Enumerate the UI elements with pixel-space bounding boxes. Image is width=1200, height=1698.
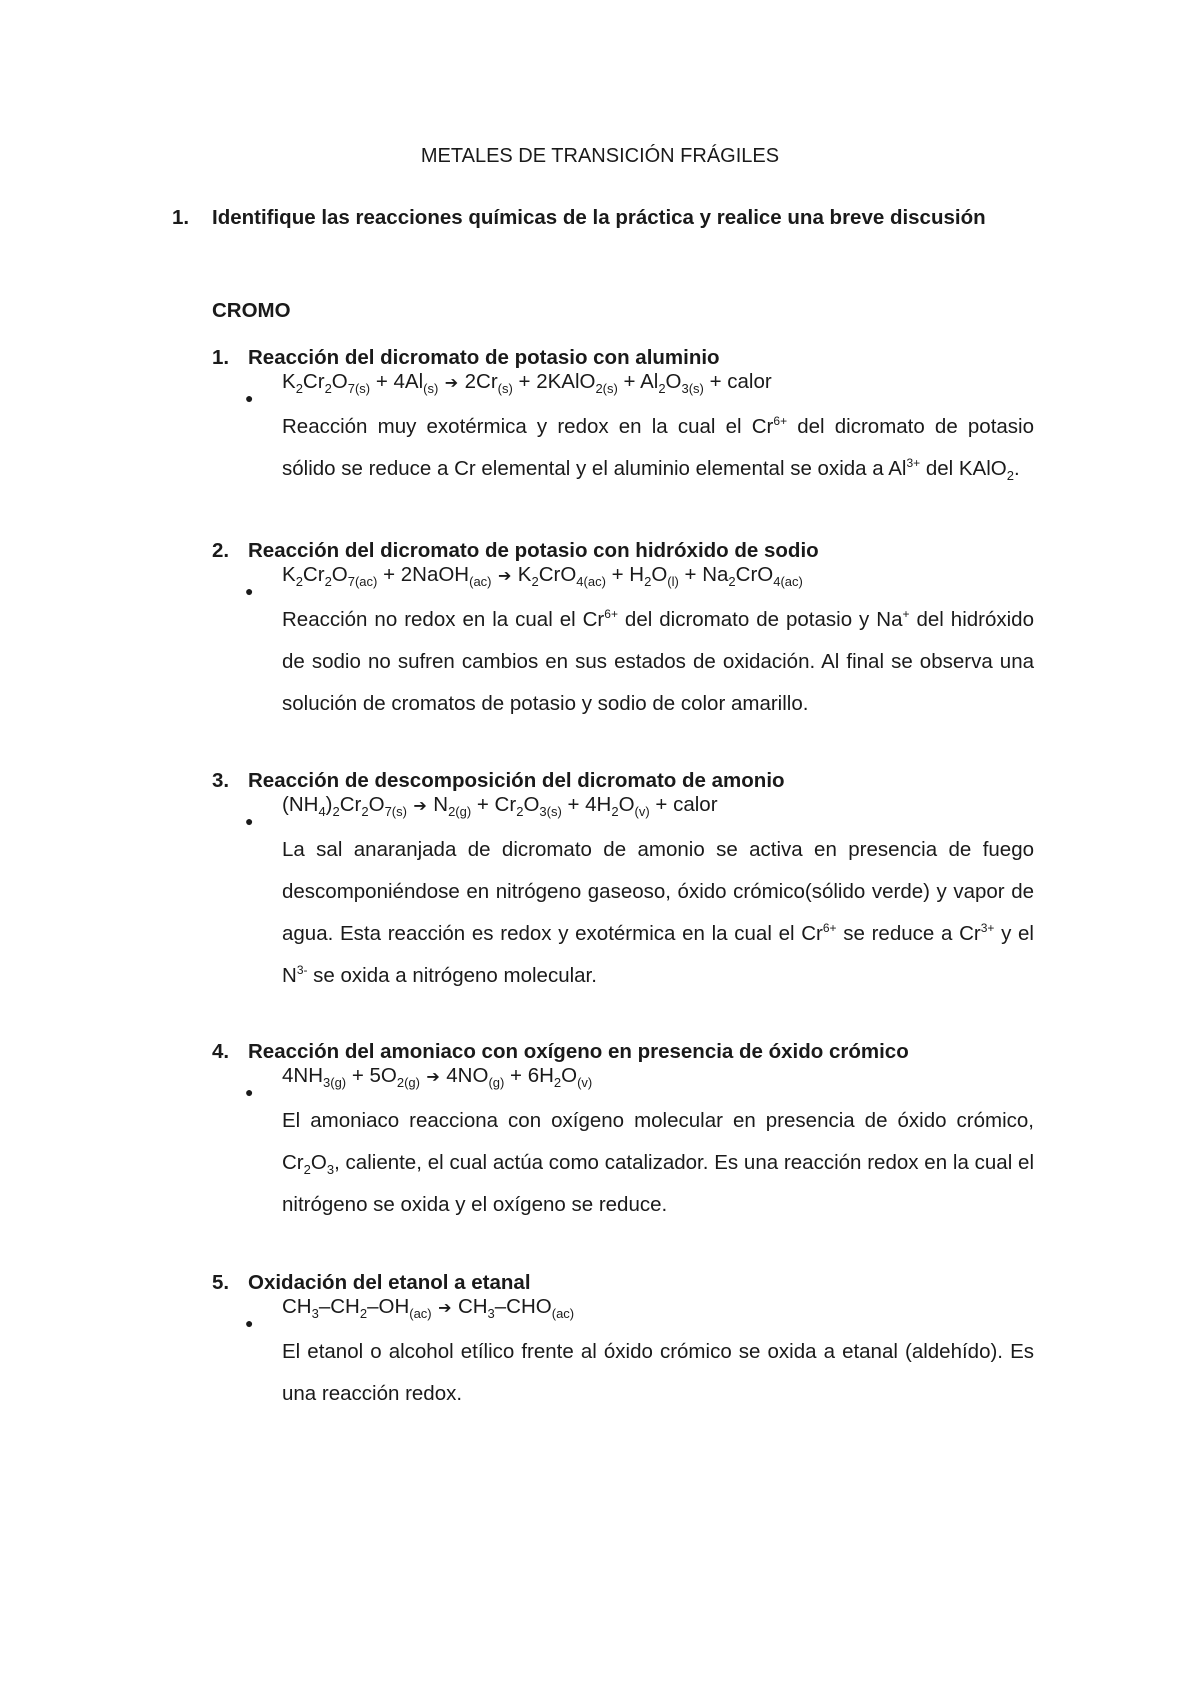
formula-subscript: 2 <box>361 804 369 819</box>
description-text: O <box>310 1151 327 1174</box>
formula-text: + 2NaOH <box>383 563 470 586</box>
formula-text: CrO <box>538 563 577 586</box>
formula-text: + 5O <box>351 1064 397 1087</box>
formula-text: Cr <box>339 793 362 816</box>
formula-subscript: (v) <box>634 804 650 819</box>
formula-subscript: 2 <box>553 1075 562 1090</box>
charge-superscript: 6+ <box>822 921 837 935</box>
bullet-icon: ● <box>245 1084 254 1100</box>
charge-superscript: 6+ <box>773 414 788 428</box>
formula-text: K <box>282 563 296 586</box>
charge-superscript: 3+ <box>980 921 995 935</box>
heading-number: 5. <box>212 1271 230 1294</box>
formula-text: 4NO <box>446 1064 489 1087</box>
formula-text: + 2KAlO <box>518 370 596 393</box>
formula-subscript: 4(ac) <box>773 574 803 589</box>
formula-subscript: 7(s) <box>347 381 371 396</box>
formula-text: CH <box>282 1295 312 1318</box>
description-text: y el N <box>282 922 1034 987</box>
formula-text: O <box>331 370 348 393</box>
formula-subscript: 2 <box>295 574 303 589</box>
charge-superscript: 6+ <box>604 607 618 621</box>
formula-subscript: 4 <box>318 804 326 819</box>
heading-text: Reacción del dicromato de potasio con hidróxido de sodio <box>248 539 819 562</box>
description-text: La sal anaranjada de dicromato de amonio se activa en presencia de fuego descomponiéndose en nitrógeno gaseoso, óxido crómico(sólido verde) y vapor de agua. Esta reacción es redox y exotérmica en la cual el Cr <box>282 838 1034 945</box>
formula-text: + Al <box>623 370 659 393</box>
heading-number: 3. <box>212 769 230 792</box>
formula-subscript: 2 <box>359 1306 368 1321</box>
formula-subscript: 2 <box>644 574 652 589</box>
formula-text: 4NH <box>282 1064 324 1087</box>
formula-subscript: (s) <box>497 381 513 396</box>
formula-subscript: 2 <box>658 381 666 396</box>
formula-subscript: 2 <box>332 804 340 819</box>
formula-text: K <box>282 370 296 393</box>
description-text: , caliente, el cual actúa como catalizador. Es una reacción redox en la cual el nitrógeno se oxida y el oxígeno se reduce. <box>282 1151 1034 1216</box>
description-text: se reduce a Cr <box>836 922 981 945</box>
formula-subscript: (g) <box>488 1075 505 1090</box>
heading-number: 1. <box>212 346 230 369</box>
formula-subscript: 3(s) <box>681 381 704 396</box>
formula-subscript: 2 <box>1006 468 1014 483</box>
formula-subscript: 3 <box>487 1306 495 1321</box>
bullet-icon: ● <box>245 1315 254 1331</box>
description-text: del dicromato de potasio y Na <box>617 608 903 631</box>
formula-subscript: (s) <box>423 381 439 396</box>
reaction-arrow-icon: ➔ <box>433 1300 456 1317</box>
formula-subscript: 2 <box>324 574 332 589</box>
page-title: METALES DE TRANSICIÓN FRÁGILES <box>420 145 780 167</box>
description-text: Reacción muy exotérmica y redox en la cual el Cr <box>282 415 774 438</box>
description-text: Reacción no redox en la cual el Cr <box>282 608 605 631</box>
reaction-description <box>282 829 1034 997</box>
heading-number: 2. <box>212 539 230 562</box>
formula-text: (NH <box>282 793 319 816</box>
description-text: del KAlO <box>920 457 1007 480</box>
reaction-arrow-icon: ➔ <box>440 375 463 392</box>
formula-subscript: (v) <box>577 1075 593 1090</box>
question-number: 1. <box>172 206 190 229</box>
formula-text: + calor <box>709 370 772 393</box>
formula-text: O <box>523 793 540 816</box>
formula-subscript: 2 <box>531 574 539 589</box>
chemical-equation <box>282 561 803 591</box>
bullet-icon: ● <box>245 390 254 406</box>
formula-subscript: 2 <box>303 1162 311 1177</box>
chemical-equation <box>282 791 718 821</box>
formula-subscript: 7(ac) <box>347 574 378 589</box>
reaction-arrow-icon: ➔ <box>421 1069 445 1086</box>
question-1 <box>172 197 1030 239</box>
reaction-arrow-icon: ➔ <box>408 798 432 815</box>
formula-subscript: (l) <box>667 574 679 589</box>
description-text: se oxida a nitrógeno molecular. <box>307 964 597 987</box>
charge-superscript: + <box>902 607 910 621</box>
formula-text: + calor <box>655 793 718 816</box>
formula-text: K <box>517 563 532 586</box>
reaction-description <box>282 1100 1034 1226</box>
formula-subscript: (ac) <box>409 1306 432 1321</box>
formula-subscript: (ac) <box>469 574 492 589</box>
formula-text: O <box>651 563 668 586</box>
reaction-arrow-icon: ➔ <box>493 568 516 585</box>
formula-text: –OH <box>367 1295 410 1318</box>
formula-text: 2Cr <box>464 370 498 393</box>
formula-subscript: 2(g) <box>448 804 472 819</box>
chemical-equation <box>282 1293 574 1323</box>
formula-text: O <box>561 1064 578 1087</box>
heading-number: 4. <box>212 1040 230 1063</box>
formula-text: + 4H <box>567 793 612 816</box>
formula-subscript: 2 <box>295 381 303 396</box>
heading-text: Oxidación del etanol a etanal <box>248 1271 531 1294</box>
question-text: Identifique las reacciones químicas de la práctica y realice una breve discusión <box>212 206 986 229</box>
charge-superscript: 3+ <box>906 456 921 470</box>
formula-text: CrO <box>735 563 774 586</box>
formula-text: O <box>368 793 385 816</box>
formula-subscript: 4(ac) <box>576 574 606 589</box>
formula-text: + 4Al <box>375 370 424 393</box>
formula-text: Cr <box>302 563 325 586</box>
section-title: CROMO <box>212 299 291 322</box>
formula-subscript: 2 <box>728 574 736 589</box>
formula-text: ) <box>325 793 333 816</box>
formula-text: –CH <box>318 1295 360 1318</box>
formula-text: + Na <box>684 563 729 586</box>
formula-subscript: 7(s) <box>384 804 407 819</box>
formula-text: CH <box>457 1295 488 1318</box>
formula-subscript: 3 <box>326 1162 335 1177</box>
reaction-description <box>282 599 1034 725</box>
formula-subscript: 2(s) <box>595 381 618 396</box>
reaction-description <box>282 1331 1034 1415</box>
chemical-equation <box>282 368 772 398</box>
formula-subscript: 2 <box>516 804 524 819</box>
formula-subscript: 3(s) <box>539 804 562 819</box>
bullet-icon: ● <box>245 583 254 599</box>
description-text: del dicromato de potasio sólido se reduce a Cr elemental y el aluminio elemental se oxida a Al <box>282 415 1034 480</box>
description-text: El amoniaco reacciona con oxígeno molecular en presencia de óxido crómico, Cr <box>282 1109 1034 1174</box>
heading-text: Reacción de descomposición del dicromato de amonio <box>248 769 785 792</box>
formula-text: + 6H <box>510 1064 554 1087</box>
description-text: . <box>1013 457 1020 480</box>
heading-text: Reacción del amoniaco con oxígeno en presencia de óxido crómico <box>248 1040 909 1063</box>
formula-text: + H <box>611 563 645 586</box>
formula-subscript: 2(g) <box>396 1075 420 1090</box>
formula-text: + Cr <box>476 793 517 816</box>
reaction-description <box>282 406 1034 490</box>
formula-subscript: (ac) <box>551 1306 575 1321</box>
charge-superscript: 3- <box>296 963 308 977</box>
heading-text: Reacción del dicromato de potasio con aluminio <box>248 346 720 369</box>
formula-text: –CHO <box>494 1295 552 1318</box>
chemical-equation <box>282 1062 592 1092</box>
formula-subscript: 2 <box>324 381 332 396</box>
formula-subscript: 3 <box>311 1306 319 1321</box>
formula-text: N <box>433 793 449 816</box>
description-text: del hidróxido de sodio no sufren cambios en sus estados de oxidación. Al final se observa una solución de cromatos de potasio y sodio de color amarillo. <box>282 608 1034 715</box>
formula-text: Cr <box>302 370 325 393</box>
bullet-icon: ● <box>245 813 254 829</box>
description-text: El etanol o alcohol etílico frente al óxido crómico se oxida a etanal (aldehído). Es una reacción redox. <box>282 1340 1034 1405</box>
formula-text: O <box>618 793 635 816</box>
formula-text: O <box>665 370 682 393</box>
formula-subscript: 2 <box>611 804 619 819</box>
formula-text: O <box>331 563 348 586</box>
formula-subscript: 3(g) <box>323 1075 347 1090</box>
